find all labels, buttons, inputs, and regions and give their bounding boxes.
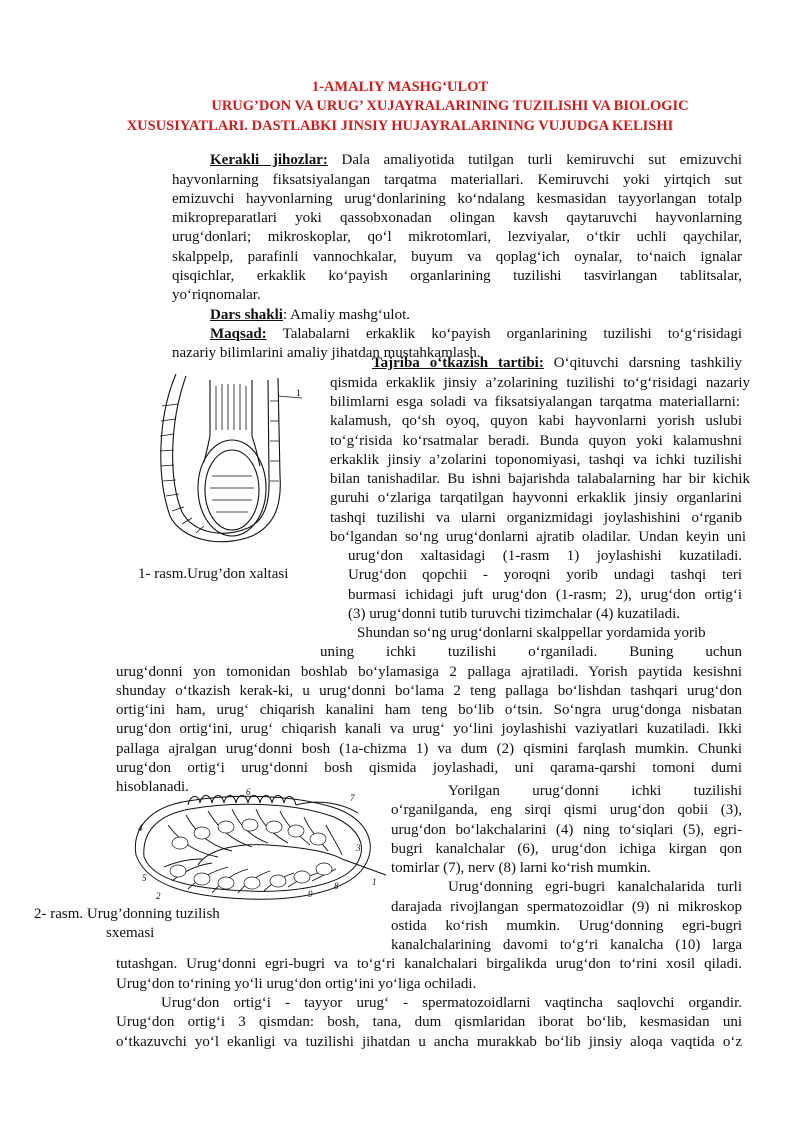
document-title-line-1: 1-AMALIY MASHG‘ULOT bbox=[311, 79, 489, 95]
tubules-line: darajada rivojlangan spermatozoidlar (9) ni mikroskop bbox=[391, 899, 742, 915]
figure-2-label: 9 bbox=[308, 889, 313, 899]
equipment-label: Kerakli jihozlar: bbox=[210, 152, 328, 168]
tubules-line: tutashgan. Urug‘donni egri-bugri va to‘g‘ri kanalchalari birgalikda urug‘don to‘rini xosil qiladi. bbox=[116, 956, 742, 972]
equipment-text: Dala amaliyotida tutilgan turli kemiruvchi sut emizuvchi bbox=[327, 152, 742, 168]
procedure-line: guruhi o‘zlariga tarqatilgan hayvonni erkaklik jinsiy organlarini bbox=[330, 490, 742, 506]
figure-1-scrotum-illustration bbox=[152, 366, 302, 551]
procedure-line: burmasi ichidagi juft urug‘don (1-rasm; 2), urug‘don ortig‘i bbox=[348, 587, 742, 603]
procedure-line: (3) urug‘donni tutib turuvchi tizimchalar (4) kuzatiladi. bbox=[348, 606, 680, 622]
tubules-line: Urug‘don to‘rining yo‘li urug‘don ortig‘ini yo‘liga ochiladi. bbox=[116, 976, 477, 992]
procedure-line bbox=[372, 354, 742, 373]
figure-2-label: 5 bbox=[142, 873, 147, 883]
equipment-line: mikropreparatlari yoki qassobxonadan olingan kavsh qaytaruvchi hayvonlarning bbox=[172, 210, 742, 226]
lesson-form bbox=[210, 306, 410, 325]
goal-text: Talabalarni erkaklik ko‘payish organlarining tuzilishi to‘g‘risidagi bbox=[266, 326, 742, 342]
figure-2-label: 6 bbox=[246, 787, 251, 797]
procedure-line: erkaklik jinsiy a’zolarini toponomiyasi, tashqi va ichki tuzilishi bbox=[330, 452, 742, 468]
figure-2-caption-line-2: sxemasi bbox=[106, 925, 155, 941]
dissection-line: Shundan so‘ng urug‘donlarni skalppellar yordamida yorib bbox=[357, 625, 706, 641]
epididymis-line: Urug‘don ortig‘i - tayyor urug‘ - spermatozoidlarni vaqtincha saqlovchi organdir. bbox=[161, 995, 742, 1011]
figure-1-caption: 1- rasm.Urug’don xaltasi bbox=[138, 566, 289, 582]
document-title-line-3: XUSUSIYATLARI. DASTLABKI JINSIY HUJAYRALARINING VUJUDGA KELISHI bbox=[126, 118, 674, 134]
equipment-line: urug‘donlari; mikroskoplar, qo‘l mikrotomlari, lezviyalar, o‘tkir uchli qaychilar, bbox=[172, 229, 742, 245]
procedure-line: bilimlarni esga soladi va fiksatsiyalangan tarqatma materiallarni: bbox=[330, 394, 740, 410]
procedure-line: to‘g‘risida ko‘rsatmalar beradi. Bunda quyon yoki kalamushni bbox=[330, 433, 742, 449]
dissection-line: ortig‘ini ham, urug‘ chiqarish kanalini ham teng bo‘lib o‘tsin. So‘ngra urug‘donga nisbatan bbox=[116, 702, 742, 718]
dissection-line: uning ichki tuzilishi o‘rganiladi. Buning uchun bbox=[320, 644, 742, 660]
procedure-line: tashqi tuzilishi va ularni organizmidagi joylashishini o‘rganib bbox=[330, 510, 742, 526]
procedure-line: bilan tanishadilar. Bu ishni bajarishda talabalarning har bir kichik bbox=[330, 471, 750, 487]
figure-2-label: 2 bbox=[156, 891, 161, 901]
figure-1-label-1: 1 bbox=[296, 388, 301, 398]
dissection-line: pallaga ajralgan urug‘donni bosh (1a-chizma 1) va dum (2) qismini farqlash mumkin. Chunki bbox=[116, 741, 742, 757]
internal-line: tomirlar (7), nerv (8) larni ko‘rish mumkin. bbox=[391, 860, 651, 876]
dissection-line: urug‘don ortig‘ini, urug‘ chiqarish kanali va urug‘ yo‘lini joylashishi vaziyatlari kuzatiladi. Ikki bbox=[116, 721, 742, 737]
internal-line: urug‘don bo‘lakchalarini (4) ning to‘siqlari (5), egri- bbox=[391, 822, 742, 838]
figure-2-label: 3 bbox=[356, 843, 361, 853]
goal-label: Maqsad: bbox=[210, 326, 267, 342]
internal-line: Yorilgan urug‘donni ichki tuzilishi bbox=[448, 783, 742, 799]
internal-line: o‘rganilganda, eng sirqi qismi urug‘don qobii (3), bbox=[391, 802, 742, 818]
equipment-line: yo‘riqnomalar. bbox=[172, 287, 261, 303]
equipment-line: qisqichlar, erkaklik ko‘payish organlarining tuzilishi tasvirlangan tablitsalar, bbox=[172, 268, 742, 284]
dissection-line: shunday o‘tkazish kerak-ki, u urug‘donni bo‘lama 2 teng pallaga bo‘lishdan tashqari urug‘don bbox=[116, 683, 742, 699]
goal-line bbox=[210, 325, 742, 344]
figure-2-label: 1 bbox=[372, 877, 377, 887]
figure-2-caption-line-1: 2- rasm. Urug’donning tuzilish bbox=[34, 906, 220, 922]
tubules-line: kanalchalarining davomi to‘g‘ri kanalcha (10) larga bbox=[391, 937, 742, 953]
procedure-text: O‘qituvchi darsning tashkiliy bbox=[543, 355, 742, 371]
dissection-line: urug‘donni yon tomonidan boshlab bo‘ylamasiga 2 pallaga ajratiladi. Yorish paytida kesishni bbox=[116, 664, 742, 680]
equipment-line: skalppelp, parafinli vannochkalar, buyum va qoplag‘ich oynalar, to‘naich ignalar bbox=[172, 249, 742, 265]
tubules-line: ostida ko‘rish mumkin. Urug‘donning egri-bugri bbox=[391, 918, 742, 934]
lesson-form-label: Dars shakli bbox=[210, 307, 283, 323]
procedure-line: bo‘lgandan so‘ng urug‘donlarni ajratib oladilar. Undan keyin uni bbox=[330, 529, 746, 545]
dissection-line: urug‘don ortig‘i urug‘donni bosh qismida joylashadi, uni qarama-qarshi tomoni dumi bbox=[116, 760, 742, 776]
internal-line: bugri kanalchalar (6), urug‘don ichiga kirgan qon bbox=[391, 841, 742, 857]
figure-2-label: 8 bbox=[334, 881, 339, 891]
dissection-line: hisoblanadi. bbox=[116, 779, 189, 795]
figure-2-testis-structure-illustration bbox=[128, 785, 388, 905]
goal-line: nazariy bilimlarini amaliy jihatdan mustahkamlash. bbox=[172, 345, 481, 361]
procedure-line: qismida erkaklik jinsiy a’zolarining tuzilishi to‘g‘risidagi nazariy bbox=[330, 375, 750, 391]
document-title-line-2: URUG’DON VA URUG’ XUJAYRALARINING TUZILISHI VA BIOLOGIC bbox=[211, 98, 689, 114]
epididymis-line: Urug‘don ortig‘i 3 qismdan: bosh, tana, dum qismlaridan iborat bo‘lib, kesmasidan uni bbox=[116, 1014, 742, 1030]
figure-2-label: 4 bbox=[138, 823, 143, 833]
equipment-line: emizuvchi hayvonlarning urug‘donlarining ko‘ndalang kesmasidan tayyorlangan totalp bbox=[172, 191, 742, 207]
equipment-line: hayvonlarning fiksatsiyalangan tarqatma materiallari. Kemiruvchi yoki yirtqich sut bbox=[172, 172, 742, 188]
lesson-form-text: : Amaliy mashg‘ulot. bbox=[282, 307, 411, 323]
epididymis-line: o‘tkazuvchi yo‘l ekanligi va tuzilishi jihatdan u ancha murakkab bo‘lib jinsiy aloqa vaqtida o‘z bbox=[116, 1034, 742, 1050]
procedure-line: urug‘don xaltasidagi (1-rasm 1) joylashishi kuzatiladi. bbox=[348, 548, 742, 564]
procedure-line: kalamush, qo‘sh oyoq, quyon kabi hayvonlarni yorish uslubi bbox=[330, 413, 742, 429]
tubules-line: Urug‘donning egri-bugri kanalchalarida turli bbox=[448, 879, 742, 895]
equipment-line bbox=[210, 151, 742, 170]
figure-2-label: 7 bbox=[350, 793, 355, 803]
procedure-label: Tajriba o‘tkazish tartibi: bbox=[372, 355, 544, 371]
procedure-line: Urug‘don qopchii - yoroqni yorib undagi tashqi teri bbox=[348, 567, 742, 583]
